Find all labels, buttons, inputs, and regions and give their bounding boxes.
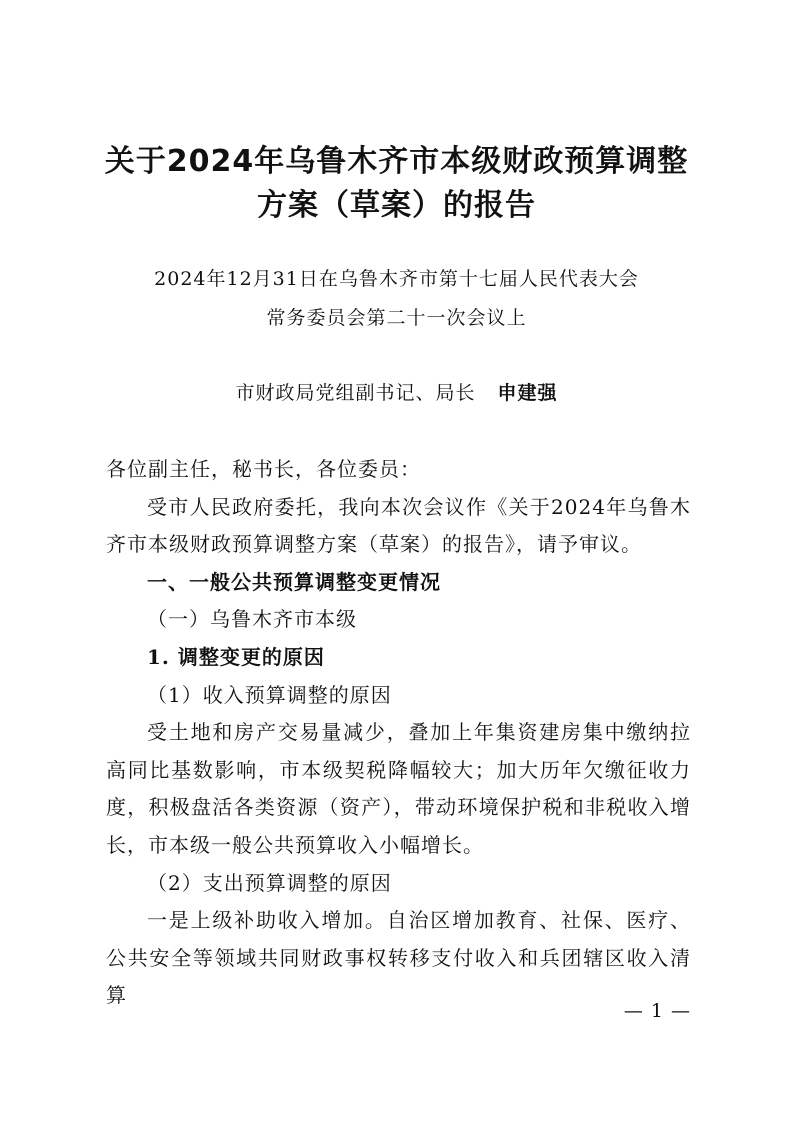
meeting-info-line-1: 2024年12月31日在乌鲁木齐市第十七届人民代表大会 (154, 268, 639, 290)
document-title-line-2: 方案（草案）的报告 (257, 188, 536, 223)
author-title: 市财政局党组副书记、局长 (235, 382, 476, 404)
section-heading-1: 一、一般公共预算调整变更情况 (147, 569, 441, 594)
document-body (106, 451, 691, 1015)
meeting-info-line-2: 常务委员会第二十一次会议上 (266, 307, 527, 329)
revenue-reason-paragraph: 受土地和房产交易量减少，叠加上年集资建房集中缴纳拉高同比基数影响，市本级契税降幅较大；加大历年欠缴征收力度，积极盘活各类资源（资产），带动环境保护税和非税收入增长，市本级一般公共预算收入小幅增长。 (106, 720, 691, 857)
page-number: — 1 — (623, 1000, 691, 1022)
sub-item-heading-2: （2）支出预算调整的原因 (147, 870, 392, 895)
salutation: 各位副主任，秘书长，各位委员： (106, 457, 421, 481)
item-heading-1: 1. 调整变更的原因 (147, 644, 325, 669)
subsection-heading-1: （一）乌鲁木齐市本级 (147, 607, 357, 632)
author-line (0, 380, 793, 406)
intro-paragraph: 受市人民政府委托，我向本次会议作《关于2024年乌鲁木齐市本级财政预算调整方案（草案）的报告》，请予审议。 (106, 494, 691, 557)
author-name: 申建强 (497, 382, 558, 404)
expenditure-reason-paragraph: 一是上级补助收入增加。自治区增加教育、社保、医疗、公共安全等领域共同财政事权转移支付收入和兵团辖区收入清算 (106, 908, 691, 1008)
document-title-line-1: 关于2024年乌鲁木齐市本级财政预算调整 (104, 144, 689, 179)
sub-item-heading-1: （1）收入预算调整的原因 (147, 682, 392, 707)
